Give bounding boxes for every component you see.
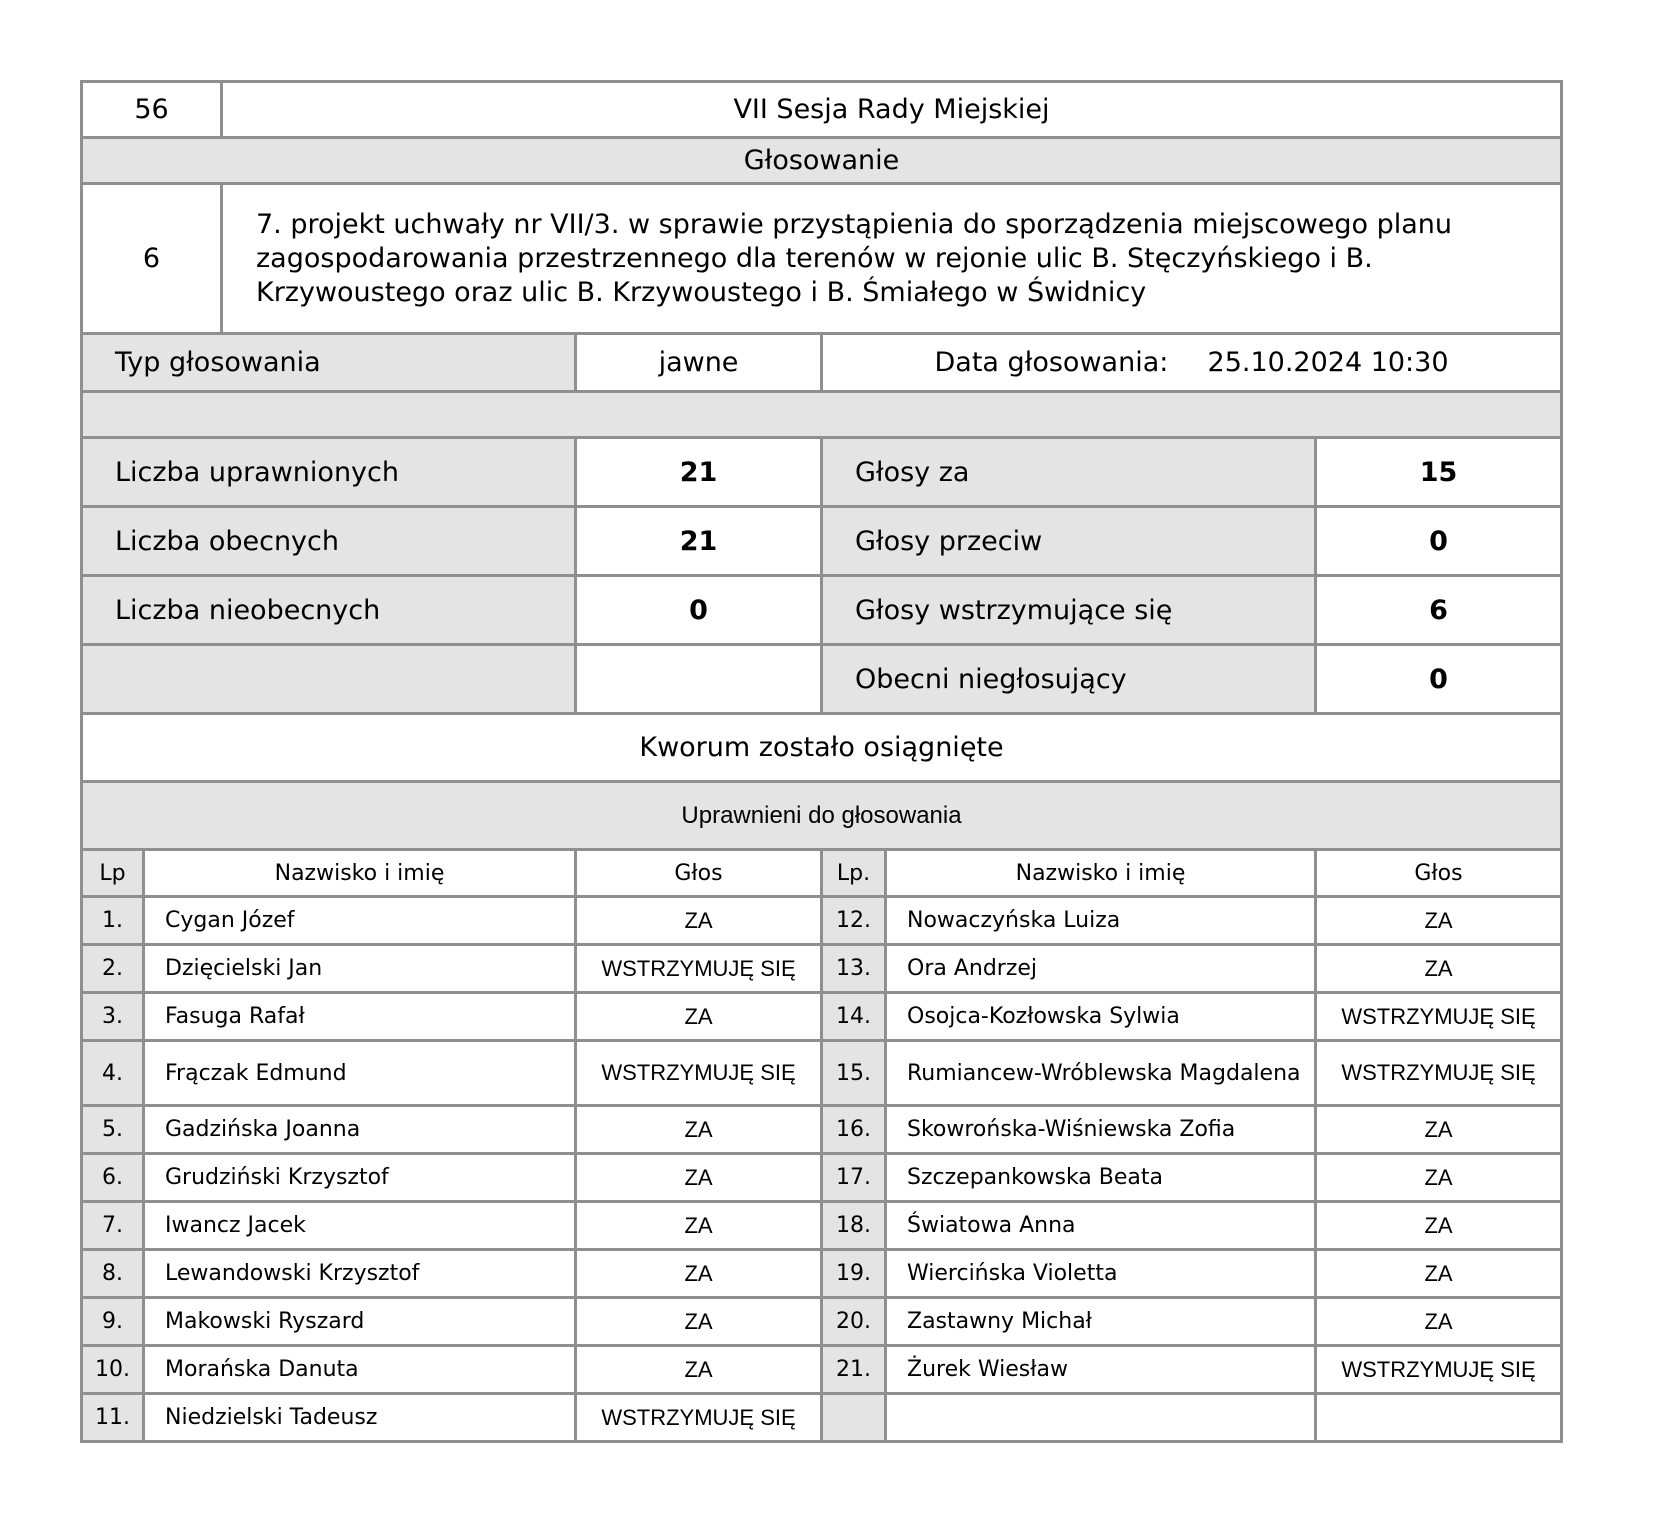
- row-vote: ZA: [576, 1298, 822, 1346]
- list-header-lp-left: Lp: [82, 850, 144, 897]
- votes-against-value: 0: [1316, 507, 1562, 576]
- row-name: Morańska Danuta: [144, 1346, 576, 1394]
- row-lp: 2.: [82, 945, 144, 993]
- empty-value-cell: [576, 645, 822, 714]
- table-row: [82, 1250, 1562, 1298]
- row-lp: 3.: [82, 993, 144, 1041]
- eligible-label: Liczba uprawnionych: [82, 438, 576, 507]
- list-header-name-right: Nazwisko i imię: [886, 850, 1316, 897]
- table-row: [82, 1346, 1562, 1394]
- table-row: [82, 897, 1562, 945]
- row-name: Cygan Józef: [144, 897, 576, 945]
- eligible-value: 21: [576, 438, 822, 507]
- row-vote: ZA: [1316, 1106, 1562, 1154]
- list-header-vote-right: Głos: [1316, 850, 1562, 897]
- empty-label-cell: [82, 645, 576, 714]
- vote-date-value: 25.10.2024 10:30: [1207, 347, 1449, 378]
- row-vote: ZA: [1316, 1250, 1562, 1298]
- absent-value: 0: [576, 576, 822, 645]
- table-row: [82, 1298, 1562, 1346]
- vote-stats-table: [80, 332, 1563, 851]
- row-vote: ZA: [1316, 945, 1562, 993]
- row-name: Grudziński Krzysztof: [144, 1154, 576, 1202]
- votes-for-value: 15: [1316, 438, 1562, 507]
- voter-list-table: [80, 848, 1563, 1443]
- vote-type-value: jawne: [576, 334, 822, 392]
- row-name: Nowaczyńska Luiza: [886, 897, 1316, 945]
- quorum-status: Kworum zostało osiągnięte: [82, 714, 1562, 782]
- row-vote: ZA: [576, 1106, 822, 1154]
- row-name: Makowski Ryszard: [144, 1298, 576, 1346]
- present-value: 21: [576, 507, 822, 576]
- section-title: Głosowanie: [82, 138, 1562, 184]
- row-vote: ZA: [576, 1250, 822, 1298]
- row-lp: 4.: [82, 1041, 144, 1106]
- row-vote: ZA: [1316, 897, 1562, 945]
- row-vote: ZA: [576, 993, 822, 1041]
- row-lp: 5.: [82, 1106, 144, 1154]
- votes-against-label: Głosy przeciw: [822, 507, 1316, 576]
- row-vote: WSTRZYMUJĘ SIĘ: [576, 1041, 822, 1106]
- row-lp: 7.: [82, 1202, 144, 1250]
- voting-record: [80, 80, 1560, 1443]
- row-lp: 6.: [82, 1154, 144, 1202]
- absent-label: Liczba nieobecnych: [82, 576, 576, 645]
- row-name: Niedzielski Tadeusz: [144, 1394, 576, 1442]
- row-lp: 11.: [82, 1394, 144, 1442]
- row-name: Szczepankowska Beata: [886, 1154, 1316, 1202]
- session-header-table: [80, 80, 1563, 335]
- row-lp: 8.: [82, 1250, 144, 1298]
- row-vote: WSTRZYMUJĘ SIĘ: [1316, 993, 1562, 1041]
- row-vote: WSTRZYMUJĘ SIĘ: [576, 945, 822, 993]
- empty-vote-cell: [1316, 1394, 1562, 1442]
- table-row: [82, 1106, 1562, 1154]
- empty-name-cell: [886, 1394, 1316, 1442]
- vote-date: [822, 334, 1562, 392]
- document-number: 56: [82, 82, 222, 138]
- row-name: Frączak Edmund: [144, 1041, 576, 1106]
- row-lp: 13.: [822, 945, 886, 993]
- row-name: Iwancz Jacek: [144, 1202, 576, 1250]
- row-lp: 15.: [822, 1041, 886, 1106]
- row-lp: 21.: [822, 1346, 886, 1394]
- row-name: Zastawny Michał: [886, 1298, 1316, 1346]
- row-name: Osojca-Kozłowska Sylwia: [886, 993, 1316, 1041]
- row-lp: 9.: [82, 1298, 144, 1346]
- table-row: [82, 993, 1562, 1041]
- row-lp: 14.: [822, 993, 886, 1041]
- row-name: Dzięcielski Jan: [144, 945, 576, 993]
- row-name: Skowrońska-Wiśniewska Zofia: [886, 1106, 1316, 1154]
- list-header-name-left: Nazwisko i imię: [144, 850, 576, 897]
- row-name: Gadzińska Joanna: [144, 1106, 576, 1154]
- spacer-row: [82, 392, 1562, 438]
- votes-abstain-value: 6: [1316, 576, 1562, 645]
- row-vote: WSTRZYMUJĘ SIĘ: [1316, 1041, 1562, 1106]
- row-lp: 18.: [822, 1202, 886, 1250]
- row-vote: ZA: [576, 897, 822, 945]
- item-title: 7. projekt uchwały nr VII/3. w sprawie przystąpienia do sporządzenia miejscowego planu zagospodarowania przestrzennego dla terenów w rejonie ulic B. Stęczyńskiego i B. Krzywoustego oraz ulic B. Krzywoustego i B. Śmiałego w Świdnicy: [222, 184, 1562, 334]
- row-vote: ZA: [1316, 1154, 1562, 1202]
- row-name: Żurek Wiesław: [886, 1346, 1316, 1394]
- row-lp: 17.: [822, 1154, 886, 1202]
- row-vote: ZA: [1316, 1202, 1562, 1250]
- vote-type-label: Typ głosowania: [82, 334, 576, 392]
- row-vote: ZA: [576, 1346, 822, 1394]
- nonvoting-label: Obecni niegłosujący: [822, 645, 1316, 714]
- row-name: Ora Andrzej: [886, 945, 1316, 993]
- nonvoting-value: 0: [1316, 645, 1562, 714]
- row-lp: 12.: [822, 897, 886, 945]
- row-vote: WSTRZYMUJĘ SIĘ: [1316, 1346, 1562, 1394]
- eligible-section-title: Uprawnieni do głosowania: [82, 782, 1562, 850]
- row-name: Fasuga Rafał: [144, 993, 576, 1041]
- row-lp: 1.: [82, 897, 144, 945]
- row-name: Rumiancew-Wróblewska Magdalena: [886, 1041, 1316, 1106]
- row-vote: WSTRZYMUJĘ SIĘ: [576, 1394, 822, 1442]
- row-lp: 20.: [822, 1298, 886, 1346]
- row-vote: ZA: [1316, 1298, 1562, 1346]
- table-row: [82, 1202, 1562, 1250]
- list-header-vote-left: Głos: [576, 850, 822, 897]
- row-lp: 10.: [82, 1346, 144, 1394]
- row-name: Wiercińska Violetta: [886, 1250, 1316, 1298]
- row-name: Lewandowski Krzysztof: [144, 1250, 576, 1298]
- votes-for-label: Głosy za: [822, 438, 1316, 507]
- table-row: [82, 1394, 1562, 1442]
- empty-lp-cell: [822, 1394, 886, 1442]
- list-header-lp-right: Lp.: [822, 850, 886, 897]
- item-number: 6: [82, 184, 222, 334]
- vote-date-label: Data głosowania:: [934, 347, 1169, 378]
- row-vote: ZA: [576, 1154, 822, 1202]
- row-lp: 19.: [822, 1250, 886, 1298]
- table-row: [82, 1154, 1562, 1202]
- row-name: Światowa Anna: [886, 1202, 1316, 1250]
- session-title: VII Sesja Rady Miejskiej: [222, 82, 1562, 138]
- votes-abstain-label: Głosy wstrzymujące się: [822, 576, 1316, 645]
- table-row: [82, 1041, 1562, 1106]
- table-row: [82, 945, 1562, 993]
- row-vote: ZA: [576, 1202, 822, 1250]
- row-lp: 16.: [822, 1106, 886, 1154]
- present-label: Liczba obecnych: [82, 507, 576, 576]
